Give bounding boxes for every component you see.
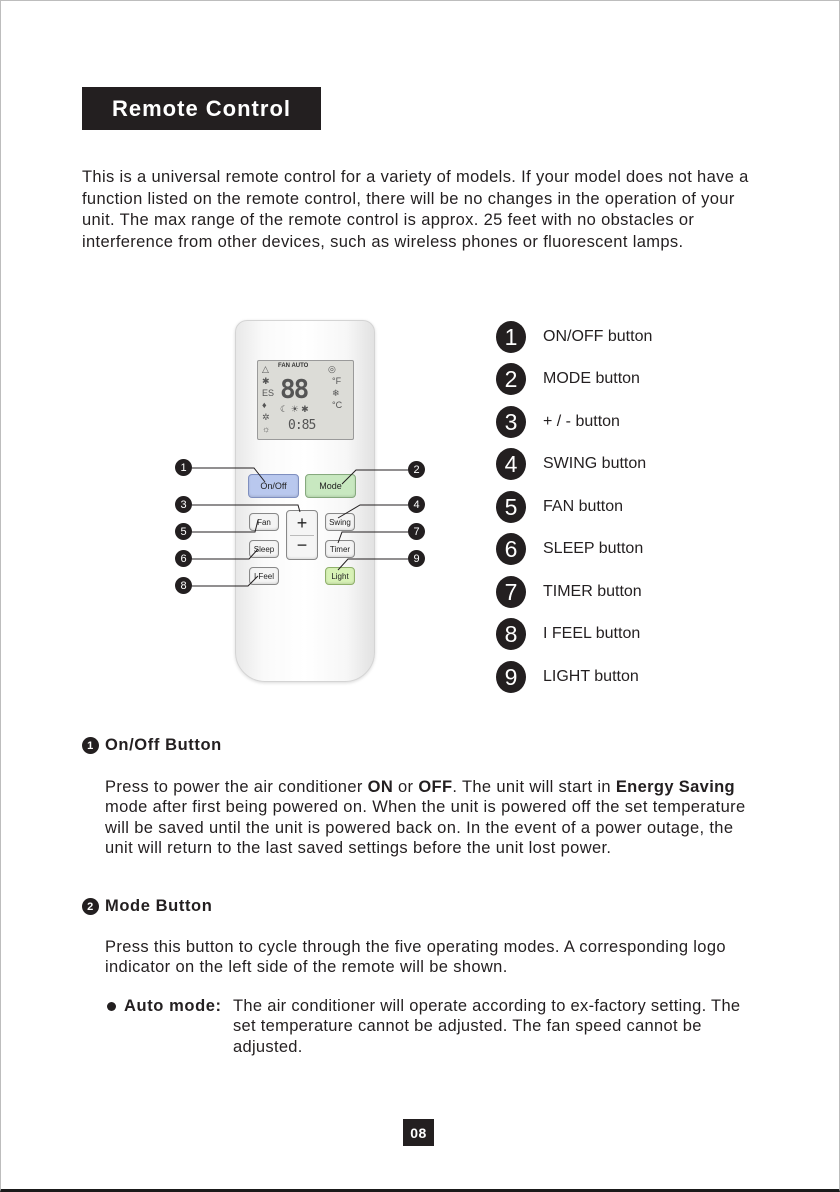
text-run: mode after first being powered on. When the unit is powered off the set temperature will be saved until the unit is powered back on. In the event of a power outage, the unit will return to the last saved settings before the unit lost power. [105,798,746,857]
remote-timer-button: Timer [325,540,355,558]
plus-icon: + [296,513,308,533]
remote-fan-button: Fan [249,513,279,531]
lcd-timer: 0:85 [288,418,316,433]
legend-number: 1 [496,321,526,353]
legend-item [496,491,624,523]
remote-onoff-button: On/Off [248,474,299,498]
legend-number: 6 [496,533,526,565]
callout-2: 2 [408,461,425,478]
callout-1: 1 [175,459,192,476]
mode-paragraph: Press this button to cycle through the five operating modes. A corresponding logo indicator on the left side of the remote will be shown. [105,938,726,977]
legend-item [496,576,642,608]
legend-item [496,661,639,693]
text-run: . The unit will start in [452,778,616,796]
legend-item [496,363,640,395]
legend-number: 3 [496,406,526,438]
sleep-icon: ☾ ☀ ✱ [280,404,309,414]
lcd-fan-auto: FAN AUTO [278,363,309,369]
remote-ifeel-button: I Feel [249,567,279,585]
intro-paragraph: This is a universal remote control for a variety of models. If your model does not have a function listed on the remote control, there will be no changes in the operation of your unit. The max range of the remote control is approx. 25 feet with no obstacles or interference from other devices, such as wireless phones or fluorescent lamps. [82,168,749,251]
section-heading-onoff [82,736,222,755]
page-title: Remote Control [82,87,321,130]
section-number: 2 [82,898,99,915]
bold-on: ON [367,778,394,796]
legend-number: 4 [496,448,526,480]
callout-9: 9 [408,550,425,567]
legend-number: 8 [496,618,526,650]
cool-mode-icon: ✱ [262,376,270,386]
section-heading-mode [82,897,212,916]
legend-item [496,533,644,565]
remote-light-button: Light [325,567,355,585]
callout-7: 7 [408,523,425,540]
legend-label: TIMER button [543,583,642,600]
remote-sleep-button: Sleep [249,540,279,558]
legend-label: FAN button [543,498,624,515]
remote-swing-button: Swing [325,513,355,531]
legend-item [496,618,641,650]
legend-label: SWING button [543,455,647,472]
section-title: On/Off Button [105,736,222,754]
dry-mode-icon: ♦ [262,400,267,410]
es-icon: ES [262,388,275,398]
text-run: Press to power the air conditioner [105,778,368,796]
bold-off: OFF [418,778,453,796]
heat-mode-icon: ☼ [262,424,271,434]
minus-icon: − [296,535,308,555]
callout-8: 8 [175,577,192,594]
bullet-label: Auto mode: [124,997,222,1015]
callout-4: 4 [408,496,425,513]
fan-mode-icon: ✲ [262,412,270,422]
onoff-paragraph [105,777,761,858]
legend-number: 7 [496,576,526,608]
fahrenheit-icon: °F [332,376,342,386]
callout-6: 6 [175,550,192,567]
legend-item [496,321,653,353]
legend-label: ON/OFF button [543,328,653,345]
swing-icon: ◎ [328,364,336,374]
remote-mode-button: Mode [305,474,356,498]
legend-number: 2 [496,363,526,395]
callout-3: 3 [175,496,192,513]
legend-label: SLEEP button [543,540,644,557]
legend-number: 5 [496,491,526,523]
legend-label: MODE button [543,370,640,387]
bullet-icon [107,1002,116,1011]
legend-item [496,406,620,438]
section-number: 1 [82,737,99,754]
celsius-icon: °C [332,400,343,410]
legend-label: I FEEL button [543,625,641,642]
lcd-temperature: 88 [280,375,308,405]
section-title: Mode Button [105,897,213,915]
auto-mode-icon: △ [262,364,269,374]
legend-label: LIGHT button [543,668,639,685]
snow-icon: ❄ [332,388,340,398]
legend-label: + / - button [543,413,620,430]
text-run: or [393,778,419,796]
page-number: 08 [403,1119,434,1146]
bold-energy-saving: Energy Saving [615,778,735,796]
legend-item [496,448,647,480]
bullet-text: The air conditioner will operate according to ex-factory setting. The set temperature cannot be adjusted. The fan speed cannot be adjusted. [233,997,741,1056]
callout-5: 5 [175,523,192,540]
legend-number: 9 [496,661,526,693]
